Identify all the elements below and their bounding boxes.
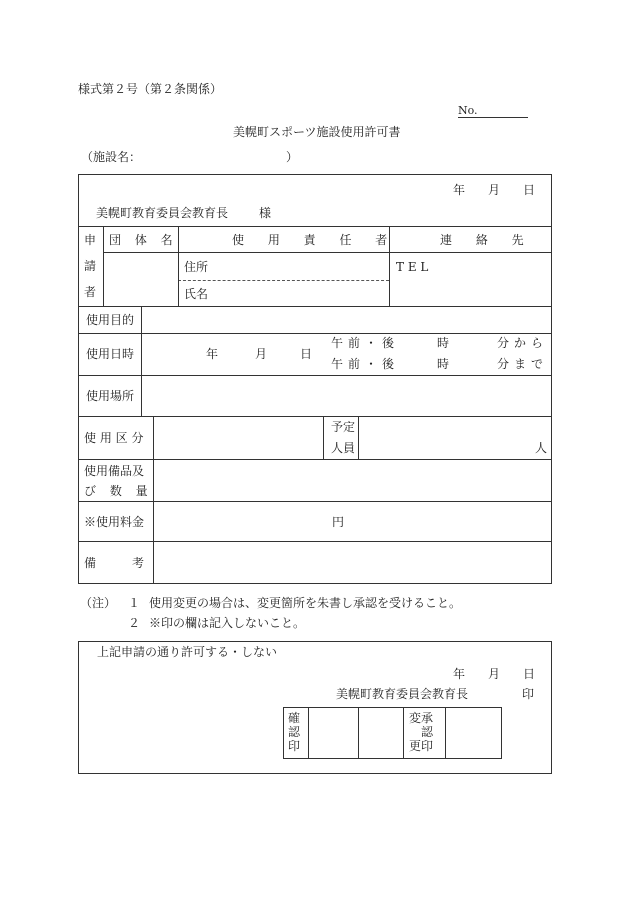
fee-label: ※使用料金 — [84, 515, 145, 529]
confirm-char-2: 認 — [288, 725, 301, 739]
fee-unit: 円 — [332, 515, 345, 529]
dt-day: 日 — [300, 347, 313, 361]
approval-month: 月 — [488, 667, 501, 681]
end-until: 分まで — [497, 357, 549, 371]
planned-label-2: 人員 — [331, 441, 356, 455]
no-label: No. — [458, 104, 478, 117]
group-name-header: 団 体 名 — [109, 233, 178, 247]
change-label-2: 認 — [409, 725, 434, 739]
applicant-char-3: 者 — [84, 285, 97, 299]
approval-text: 上記申請の通り許可する・しない — [97, 645, 278, 659]
applicant-char-1: 申 — [84, 233, 97, 247]
approval-day: 日 — [523, 667, 536, 681]
applicant-char-2: 請 — [84, 259, 97, 273]
notes-label: （注） — [80, 596, 117, 610]
confirm-char-1: 確 — [288, 711, 301, 725]
name-label: 氏名 — [184, 287, 209, 301]
place-label: 使用場所 — [86, 389, 135, 403]
confirm-char-3: 印 — [288, 739, 301, 753]
form-number: 様式第２号（第２条関係） — [78, 82, 223, 96]
purpose-label: 使用目的 — [86, 313, 135, 327]
end-ampm: 午前・後 — [331, 357, 400, 371]
approval-issuer: 美幌町教育委員会教育長 — [336, 687, 469, 701]
contact-header: 連 絡 先 — [440, 233, 534, 247]
datetime-label: 使用日時 — [86, 347, 135, 361]
planned-label-1: 予定 — [331, 420, 356, 434]
note-1-number: １ — [128, 596, 141, 610]
facility-close: ） — [286, 150, 299, 164]
date-year: 年 — [453, 183, 466, 197]
start-ampm: 午前・後 — [331, 336, 400, 350]
address-label: 住所 — [184, 260, 209, 274]
end-hour: 時 — [437, 357, 450, 371]
remarks-label: 備 考 — [84, 556, 145, 570]
person-in-charge-header: 使 用 責 任 者 — [232, 233, 398, 247]
date-day: 日 — [523, 183, 536, 197]
tel-label: T E L — [396, 260, 429, 274]
addressee-honorific: 様 — [259, 206, 272, 220]
change-label-3: 更印 — [409, 739, 434, 753]
change-label-1: 変承 — [409, 711, 434, 725]
start-from: 分から — [497, 336, 549, 350]
facility-label: （施設名： — [81, 150, 142, 164]
equipment-label-1: 使用備品及 — [84, 464, 145, 478]
dt-year: 年 — [206, 347, 219, 361]
addressee: 美幌町教育委員会教育長 — [96, 206, 229, 220]
category-label: 使 用 区 分 — [84, 431, 144, 445]
persons-unit: 人 — [535, 441, 548, 455]
no-underline — [458, 117, 528, 118]
seal-grid — [283, 707, 502, 759]
note-2-text: ※印の欄は記入しないこと。 — [149, 616, 306, 630]
page-title: 美幌町スポーツ施設使用許可書 — [233, 125, 401, 139]
equipment-label-2: び 数 量 — [84, 484, 153, 498]
note-1-text: 使用変更の場合は、変更箇所を朱書し承認を受けること。 — [149, 596, 462, 610]
note-2-number: ２ — [128, 616, 141, 630]
start-hour: 時 — [437, 336, 450, 350]
dt-month: 月 — [255, 347, 268, 361]
date-month: 月 — [488, 183, 501, 197]
approval-seal: 印 — [522, 687, 535, 701]
approval-year: 年 — [453, 667, 466, 681]
